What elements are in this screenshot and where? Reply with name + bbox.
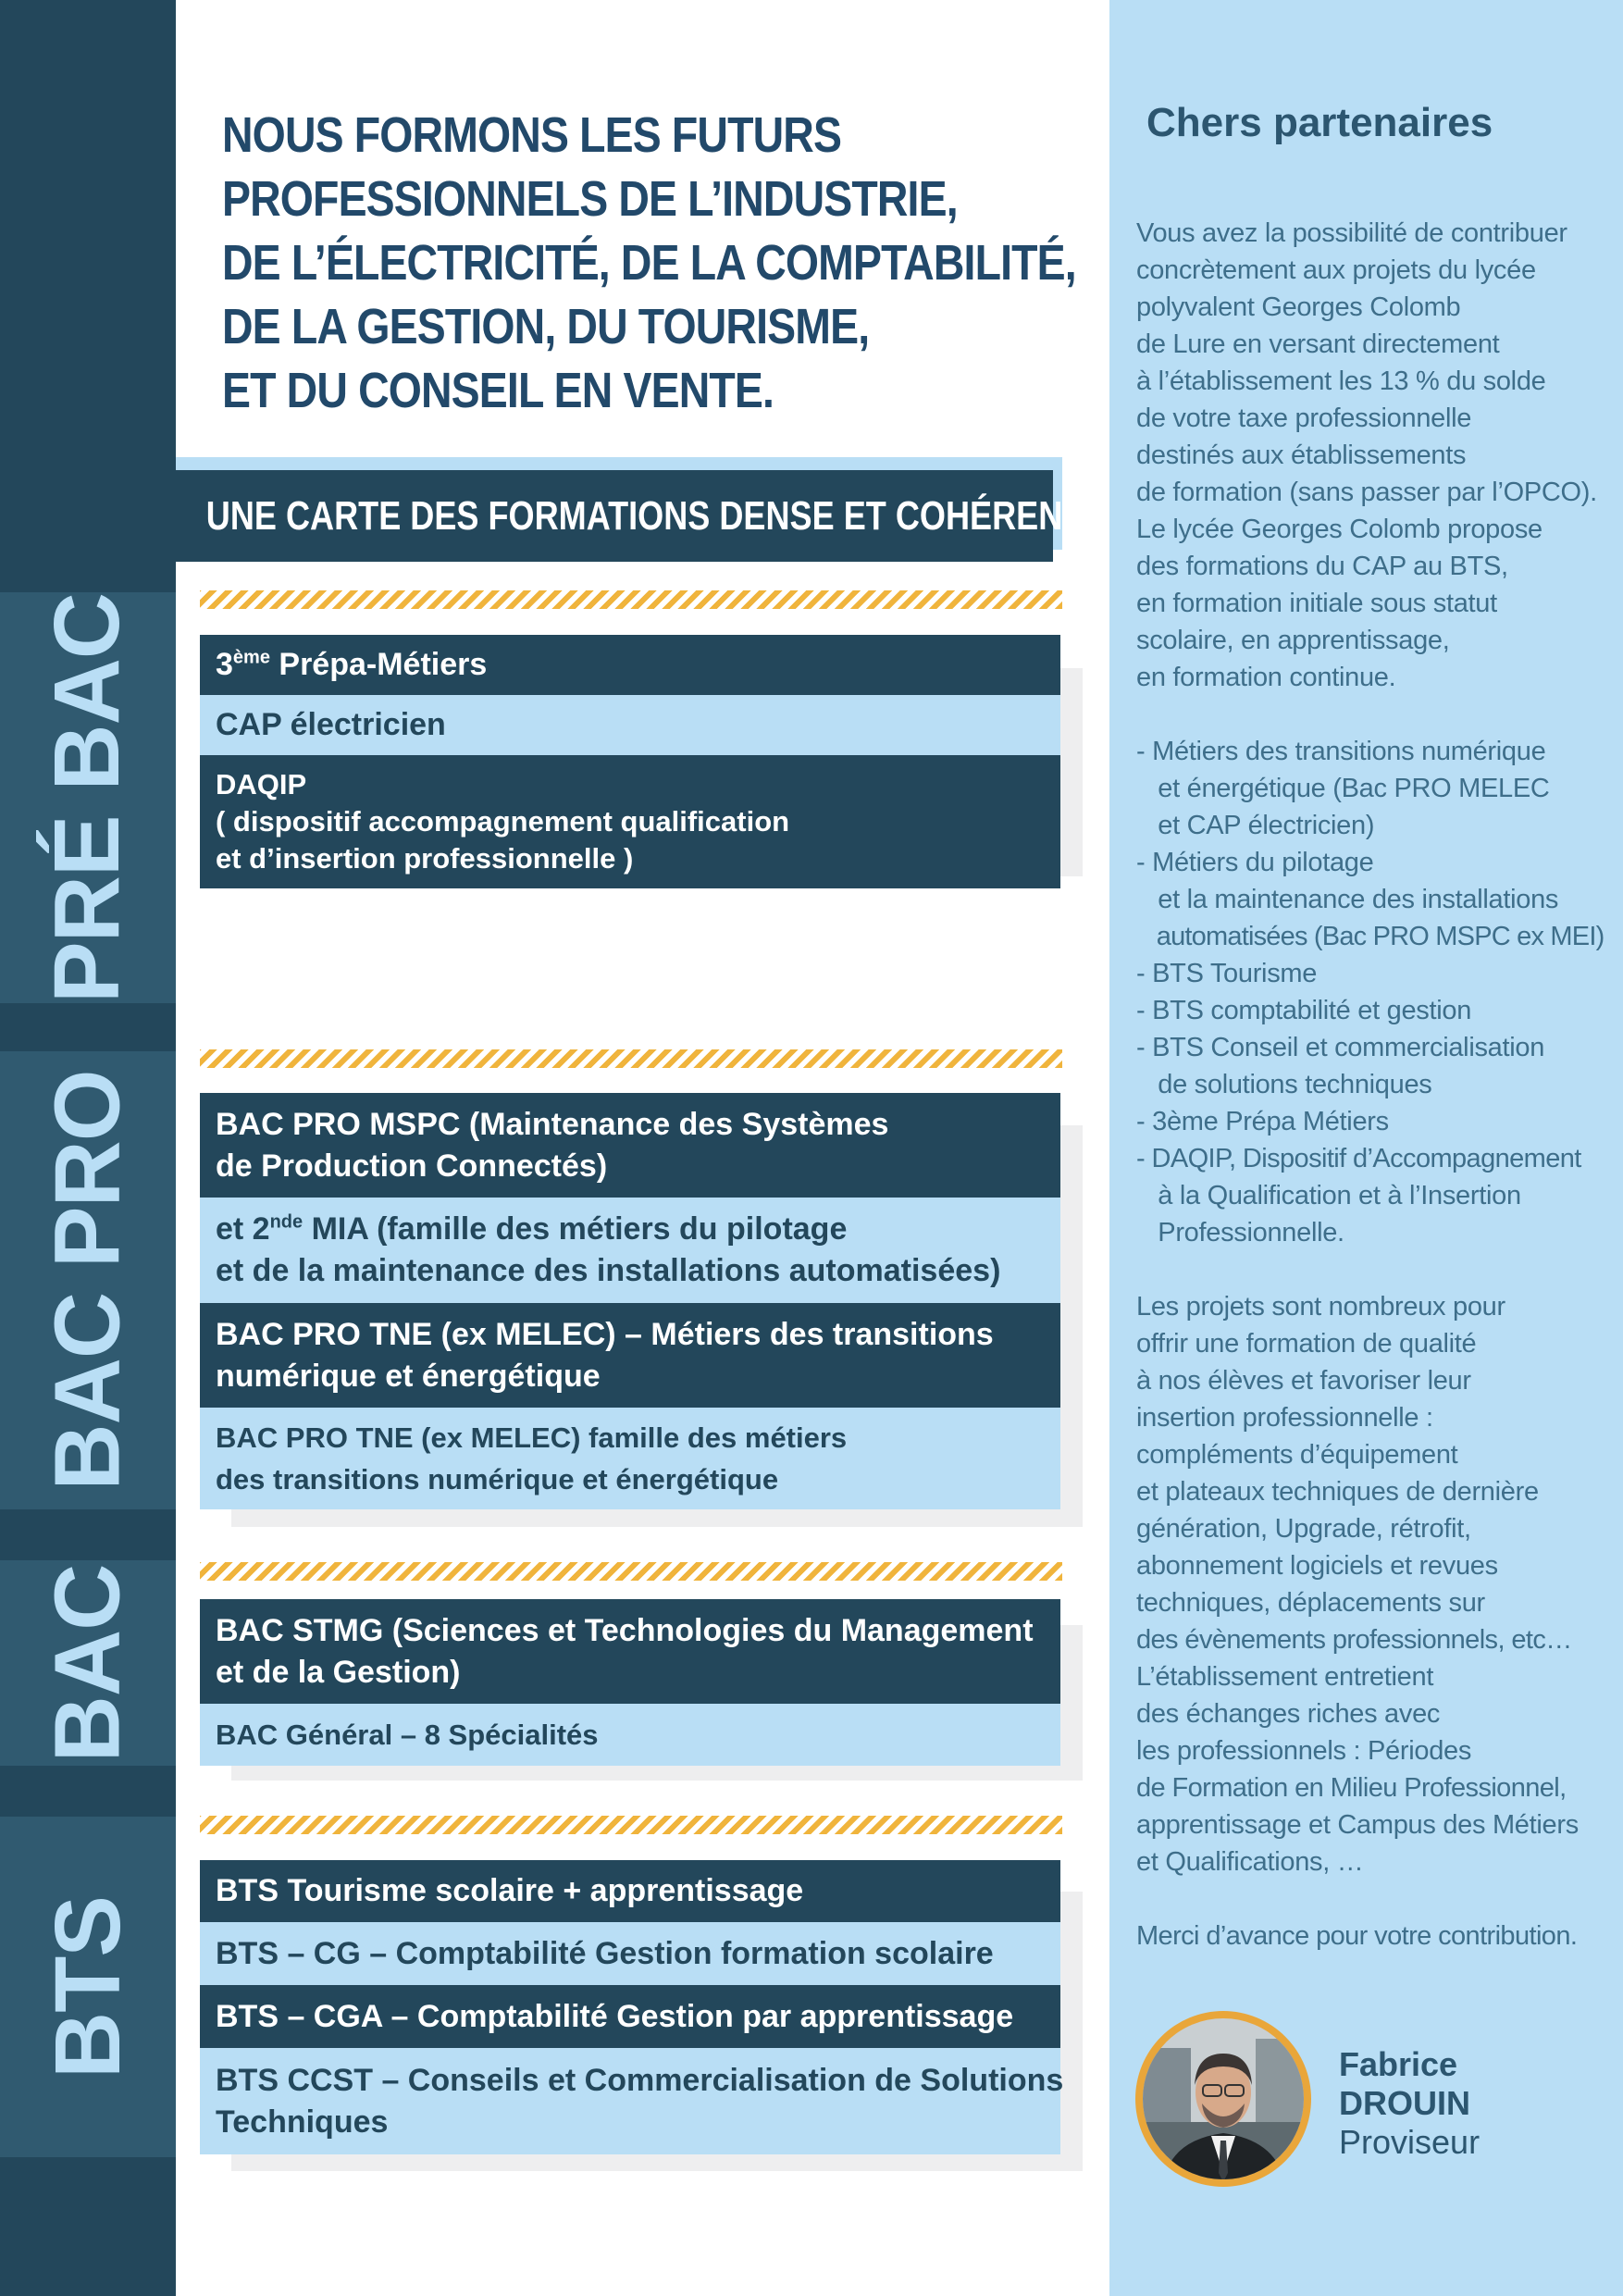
list-line: de solutions techniques	[1136, 1070, 1432, 1099]
banner-label: UNE CARTE DES FORMATIONS DENSE ET COHÉRENTE	[205, 492, 1106, 539]
projects-line: compléments d’équipement	[1136, 1440, 1458, 1470]
headline-line: ET DU CONSEIL EN VENTE.	[222, 363, 774, 418]
principal-name: Fabrice DROUIN	[1339, 2045, 1470, 2122]
projects-line: Les projets sont nombreux pour	[1136, 1292, 1505, 1322]
principal-role: Proviseur	[1339, 2123, 1481, 2161]
intro-line: à l’établissement les 13 % du solde	[1136, 366, 1546, 396]
list-line: - Métiers du pilotage	[1136, 848, 1374, 877]
formation-row: et 2nde MIA (famille des métiers du pilotage et de la maintenance des installations automatisées)	[200, 1198, 1060, 1303]
list-line: - 3ème Prépa Métiers	[1136, 1107, 1389, 1136]
projects-line: apprentissage et Campus des Métiers	[1136, 1810, 1579, 1840]
projects-line: techniques, déplacements sur	[1136, 1588, 1485, 1618]
sidebar-title: Chers partenaires	[1146, 100, 1493, 145]
section-label-bacpro: BAC PRO	[35, 1070, 140, 1491]
projects-line: offrir une formation de qualité	[1136, 1329, 1477, 1359]
projects-line: des évènements professionnels, etc…	[1136, 1625, 1572, 1655]
formation-row: 3ème Prépa-Métiers	[200, 635, 1060, 695]
list-line: Professionnelle.	[1136, 1218, 1344, 1247]
intro-line: destinés aux établissements	[1136, 441, 1467, 470]
projects-line: à nos élèves et favoriser leur	[1136, 1366, 1471, 1396]
intro-line: en formation continue.	[1136, 663, 1396, 692]
principal-avatar	[1135, 2011, 1311, 2187]
projects-line: de Formation en Milieu Professionnel,	[1136, 1773, 1567, 1803]
hatch-divider	[200, 1816, 1062, 1834]
projects-line: les professionnels : Périodes	[1136, 1736, 1472, 1766]
list-line: et énergétique (Bac PRO MELEC	[1136, 774, 1550, 803]
intro-line: polyvalent Georges Colomb	[1136, 292, 1461, 322]
list-line: - BTS Tourisme	[1136, 959, 1318, 988]
portrait-photo	[1135, 2011, 1311, 2187]
headline-line: NOUS FORMONS LES FUTURS	[222, 107, 842, 163]
intro-line: de votre taxe professionnelle	[1136, 403, 1472, 433]
formation-row: BTS – CGA – Comptabilité Gestion par apprentissage	[200, 1985, 1060, 2048]
formation-row: BAC PRO TNE (ex MELEC) famille des métiers des transitions numérique et énergétique	[200, 1408, 1060, 1509]
hatch-divider	[200, 1562, 1062, 1581]
intro-line: Vous avez la possibilité de contribuer	[1136, 218, 1567, 248]
intro-line: concrètement aux projets du lycée	[1136, 255, 1536, 285]
intro-line: scolaire, en apprentissage,	[1136, 626, 1450, 655]
list-line: - BTS comptabilité et gestion	[1136, 996, 1472, 1025]
formation-row: BTS – CG – Comptabilité Gestion formation scolaire	[200, 1922, 1060, 1985]
intro-line: Le lycée Georges Colomb propose	[1136, 515, 1542, 544]
section-label-bts: BTS	[35, 1895, 140, 2079]
list-line: automatisées (Bac PRO MSPC ex MEI)	[1136, 922, 1604, 951]
list-line: - Métiers des transitions numérique	[1136, 737, 1546, 766]
projects-line: abonnement logiciels et revues	[1136, 1551, 1498, 1581]
sidebar-body	[1136, 215, 1617, 1955]
section-label-prebac: PRÉ BAC	[35, 592, 140, 1003]
list-line: et la maintenance des installations	[1136, 885, 1559, 914]
hatch-divider	[200, 1049, 1062, 1068]
headline-line: DE LA GESTION, DU TOURISME,	[222, 299, 870, 354]
projects-line: et plateaux techniques de dernière	[1136, 1477, 1539, 1507]
list-line: - DAQIP, Dispositif d’Accompagnement	[1136, 1144, 1581, 1173]
formation-row: BTS Tourisme scolaire + apprentissage	[200, 1860, 1060, 1922]
projects-line: et Qualifications, …	[1136, 1847, 1364, 1877]
intro-line: des formations du CAP au BTS,	[1136, 552, 1508, 581]
projects-line: L’établissement entretient	[1136, 1662, 1434, 1692]
formation-row: BTS CCST – Conseils et Commercialisation de Solutions Techniques	[200, 2048, 1060, 2154]
intro-line: de formation (sans passer par l’OPCO).	[1136, 478, 1597, 507]
intro-line: de Lure en versant directement	[1136, 329, 1500, 359]
headline-line: PROFESSIONNELS DE L’INDUSTRIE,	[222, 171, 958, 227]
formation-row: DAQIP ( dispositif accompagnement qualification et d’insertion professionnelle )	[200, 755, 1060, 888]
formation-row: BAC STMG (Sciences et Technologies du Management et de la Gestion)	[200, 1599, 1060, 1704]
list-line: - BTS Conseil et commercialisation	[1136, 1033, 1545, 1062]
projects-line: génération, Upgrade, rétrofit,	[1136, 1514, 1471, 1544]
thanks-line: Merci d’avance pour votre contribution.	[1136, 1921, 1578, 1951]
intro-line: en formation initiale sous statut	[1136, 589, 1497, 618]
formation-row: BAC Général – 8 Spécialités	[200, 1704, 1060, 1766]
page-headline	[222, 104, 1076, 423]
hatch-divider	[200, 590, 1062, 609]
projects-line: des échanges riches avec	[1136, 1699, 1441, 1729]
projects-line: insertion professionnelle :	[1136, 1403, 1433, 1433]
formation-row: BAC PRO TNE (ex MELEC) – Métiers des transitions numérique et énergétique	[200, 1303, 1060, 1408]
section-label-bac: BAC	[35, 1564, 140, 1762]
formation-row: BAC PRO MSPC (Maintenance des Systèmes de Production Connectés)	[200, 1093, 1060, 1198]
formations-banner	[176, 470, 1106, 562]
list-line: à la Qualification et à l’Insertion	[1136, 1181, 1521, 1210]
formation-row: CAP électricien	[200, 695, 1060, 755]
list-line: et CAP électricien)	[1136, 811, 1375, 840]
headline-line: DE L’ÉLECTRICITÉ, DE LA COMPTABILITÉ,	[222, 235, 1076, 291]
